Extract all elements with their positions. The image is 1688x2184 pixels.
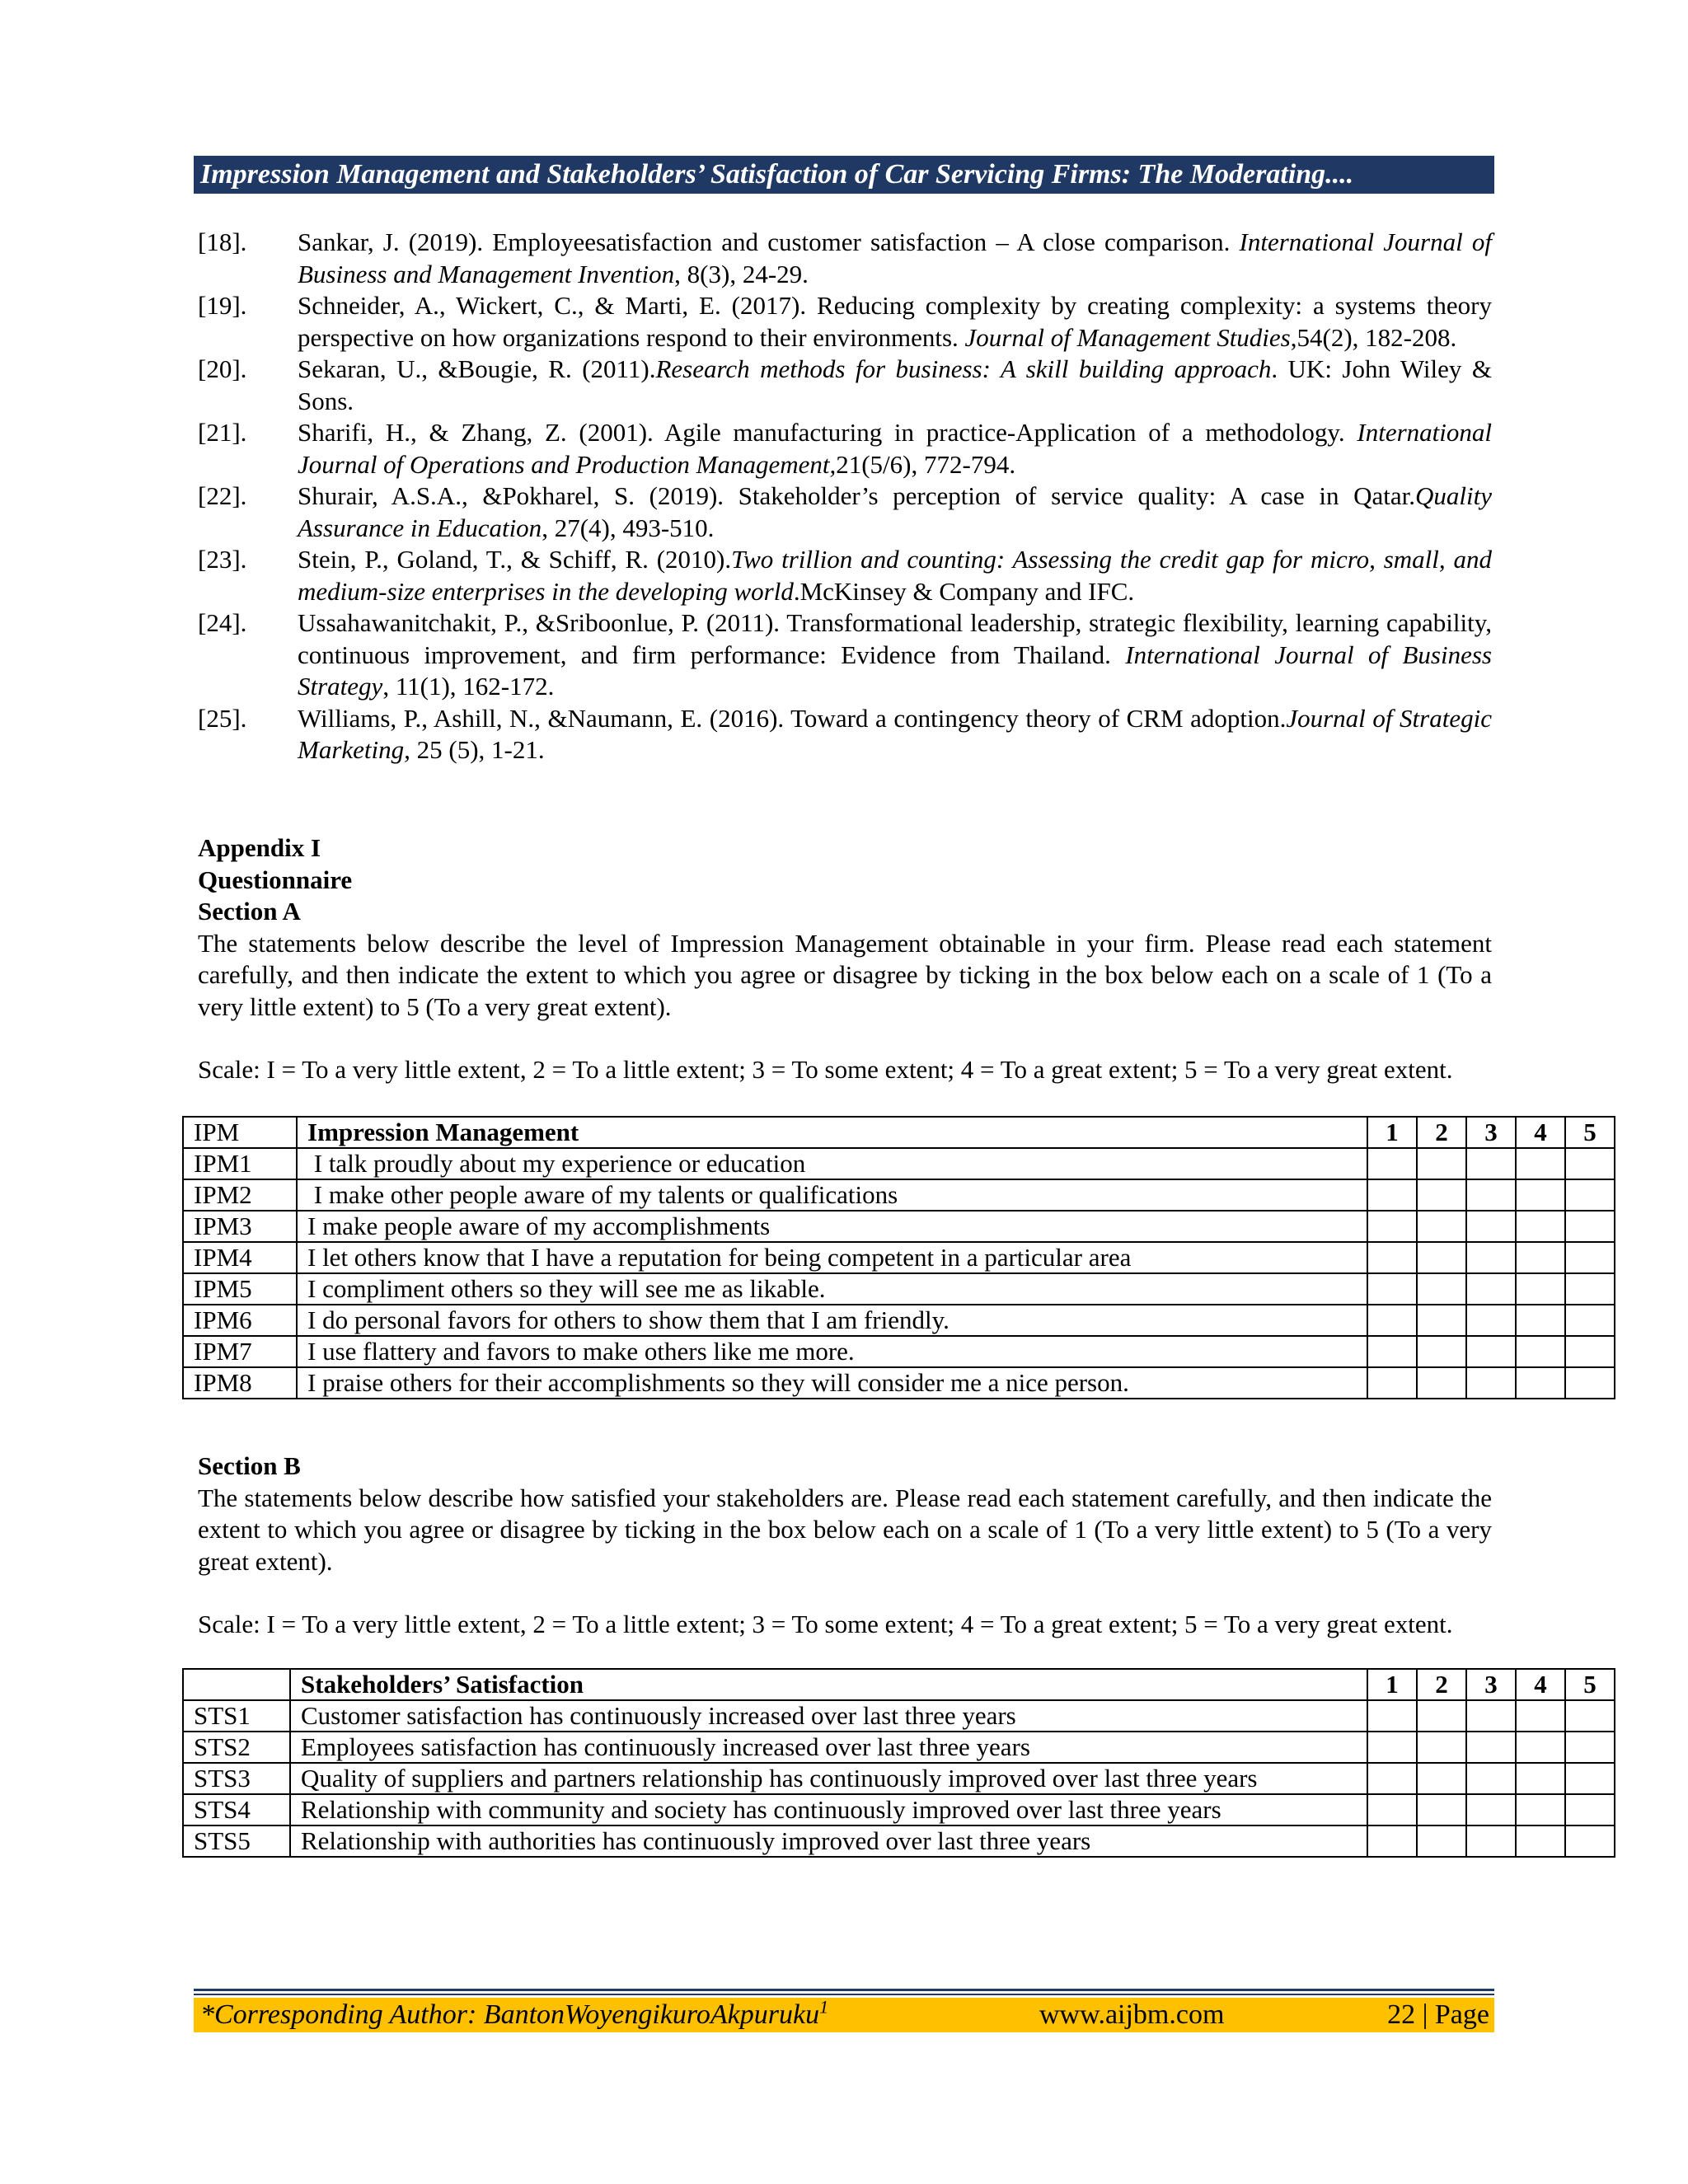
item-statement: I praise others for their accomplishments so they will consider me a nice person. xyxy=(297,1367,1367,1399)
item-statement: I make people aware of my accomplishments xyxy=(297,1211,1367,1242)
item-code: STS3 xyxy=(183,1763,290,1794)
header-code xyxy=(183,1669,290,1700)
header-title: Stakeholders’ Satisfaction xyxy=(290,1669,1367,1700)
tick-box-3[interactable] xyxy=(1466,1336,1516,1367)
tick-box-1[interactable] xyxy=(1367,1305,1417,1336)
reference-item xyxy=(198,607,1492,703)
tick-box-5[interactable] xyxy=(1565,1273,1615,1305)
reference-segment: Sekaran, U., &Bougie, R. (2011). xyxy=(298,354,656,383)
reference-source: Journal of Strategic Marketing, xyxy=(298,703,1492,764)
tick-box-2[interactable] xyxy=(1417,1367,1466,1399)
section-a-heading: Section A xyxy=(198,897,301,926)
tick-box-1[interactable] xyxy=(1367,1763,1417,1794)
item-statement: Customer satisfaction has continuously increased over last three years xyxy=(290,1700,1367,1732)
tick-box-3[interactable] xyxy=(1466,1794,1516,1825)
table-row xyxy=(183,1148,1615,1179)
reference-source: Two trillion and counting: Assessing the credit gap for micro, small, and medium-size enterprises in the developing world xyxy=(298,545,1492,606)
tick-box-2[interactable] xyxy=(1417,1242,1466,1273)
reference-source: International Journal of Business and Management Invention xyxy=(298,227,1492,288)
reference-item xyxy=(198,703,1492,766)
tick-box-3[interactable] xyxy=(1466,1763,1516,1794)
table-row xyxy=(183,1825,1615,1857)
item-code: IPM1 xyxy=(183,1148,297,1179)
reference-text xyxy=(298,290,1492,354)
reference-number: [24]. xyxy=(198,608,247,637)
appendix-subtitle: Questionnaire xyxy=(198,865,353,894)
tick-box-4[interactable] xyxy=(1516,1305,1565,1336)
header-scale-1: 1 xyxy=(1367,1117,1417,1148)
tick-box-5[interactable] xyxy=(1565,1732,1615,1763)
reference-segment: , 27(4), 493-510. xyxy=(542,513,715,542)
table-header-row xyxy=(183,1669,1615,1700)
tick-box-2[interactable] xyxy=(1417,1700,1466,1732)
header-scale-4: 4 xyxy=(1516,1117,1565,1148)
header-scale-5: 5 xyxy=(1565,1117,1615,1148)
tick-box-2[interactable] xyxy=(1417,1763,1466,1794)
reference-text xyxy=(298,544,1492,607)
tick-box-2[interactable] xyxy=(1417,1732,1466,1763)
tick-box-3[interactable] xyxy=(1466,1242,1516,1273)
reference-item xyxy=(198,354,1492,417)
tick-box-5[interactable] xyxy=(1565,1211,1615,1242)
tick-box-5[interactable] xyxy=(1565,1148,1615,1179)
reference-number: [23]. xyxy=(198,545,247,574)
section-b-intro: The statements below describe how satisfied your stakeholders are. Please read each statement carefully, and then indicate the extent to which you agree or disagree by ticking in the box below each on a scale of 1 (To a very little extent) to 5 (To a very great extent). xyxy=(198,1483,1492,1576)
item-statement: Quality of suppliers and partners relationship has continuously improved over last three years xyxy=(290,1763,1367,1794)
reference-segment: 25 (5), 1-21. xyxy=(410,735,545,764)
reference-number: [25]. xyxy=(198,703,247,733)
section-a-intro: The statements below describe the level of Impression Management obtainable in your firm. Please read each statement carefully, and then indicate the extent to which you agree or disagree by ticking in the box below each on a scale of 1 (To a very little extent) to 5 (To a very great extent). xyxy=(198,928,1492,1021)
item-statement: I let others know that I have a reputation for being competent in a particular area xyxy=(297,1242,1367,1273)
reference-text xyxy=(298,227,1492,290)
reference-item xyxy=(198,417,1492,480)
section-b xyxy=(198,1451,1492,1641)
table-row xyxy=(183,1763,1615,1794)
reference-text xyxy=(298,480,1492,544)
item-statement: Relationship with community and society has continuously improved over last three years xyxy=(290,1794,1367,1825)
appendix-title: Appendix I xyxy=(198,833,321,862)
table-row xyxy=(183,1336,1615,1367)
tick-box-2[interactable] xyxy=(1417,1273,1466,1305)
footer-bar xyxy=(194,1998,1494,2032)
tick-box-2[interactable] xyxy=(1417,1336,1466,1367)
reference-source: International Journal of Business Strategy xyxy=(298,640,1492,701)
tick-box-4[interactable] xyxy=(1516,1763,1565,1794)
tick-box-4[interactable] xyxy=(1516,1179,1565,1211)
tick-box-1[interactable] xyxy=(1367,1148,1417,1179)
header-scale-1: 1 xyxy=(1367,1669,1417,1700)
reference-item xyxy=(198,227,1492,290)
stakeholders-satisfaction-table xyxy=(182,1668,1615,1858)
tick-box-4[interactable] xyxy=(1516,1825,1565,1857)
item-code: IPM3 xyxy=(183,1211,297,1242)
tick-box-3[interactable] xyxy=(1466,1825,1516,1857)
reference-text xyxy=(298,354,1492,417)
reference-segment: Sankar, J. (2019). Employeesatisfaction and customer satisfaction – A close comparison. xyxy=(298,227,1240,256)
tick-box-5[interactable] xyxy=(1565,1367,1615,1399)
item-code: IPM6 xyxy=(183,1305,297,1336)
header-scale-5: 5 xyxy=(1565,1669,1615,1700)
reference-number: [18]. xyxy=(198,227,247,256)
tick-box-3[interactable] xyxy=(1466,1148,1516,1179)
footer-author xyxy=(200,1998,828,2032)
item-code: IPM7 xyxy=(183,1336,297,1367)
reference-segment: Schneider, A., Wickert, C., & Marti, E. (2017). Reducing complexity by creating complexity: a systems theory perspective on how organizations respond to their environments. xyxy=(298,291,1492,352)
tick-box-4[interactable] xyxy=(1516,1242,1565,1273)
table-row xyxy=(183,1305,1615,1336)
section-a-scale: Scale: I = To a very little extent, 2 = To a little extent; 3 = To some extent; 4 = To a great extent; 5 = To a very great extent. xyxy=(198,1055,1453,1084)
appendix xyxy=(198,832,1492,1086)
tick-box-3[interactable] xyxy=(1466,1305,1516,1336)
tick-box-3[interactable] xyxy=(1466,1700,1516,1732)
item-code: STS4 xyxy=(183,1794,290,1825)
header-scale-3: 3 xyxy=(1466,1117,1516,1148)
item-statement: I do personal favors for others to show them that I am friendly. xyxy=(297,1305,1367,1336)
tick-box-2[interactable] xyxy=(1417,1825,1466,1857)
reference-text xyxy=(298,607,1492,703)
tick-box-5[interactable] xyxy=(1565,1179,1615,1211)
reference-segment: Shurair, A.S.A., &Pokharel, S. (2019). Stakeholder’s perception of service quality: A case in Qatar. xyxy=(298,481,1415,510)
header-title: Impression Management xyxy=(297,1117,1367,1148)
tick-box-5[interactable] xyxy=(1565,1825,1615,1857)
reference-item xyxy=(198,290,1492,354)
reference-segment: Ussahawanitchakit, P., &Sriboonlue, P. (2011). Transformational leadership, strategic flexibility, learning capability, continuous improvement, and firm performance: Evidence from Thailand. xyxy=(298,608,1492,669)
reference-segment: , 8(3), 24-29. xyxy=(674,259,809,288)
reference-segment: ,54(2), 182-208. xyxy=(1290,322,1457,352)
item-code: IPM5 xyxy=(183,1273,297,1305)
reference-item xyxy=(198,544,1492,607)
table-row xyxy=(183,1700,1615,1732)
tick-box-5[interactable] xyxy=(1565,1794,1615,1825)
tick-box-5[interactable] xyxy=(1565,1763,1615,1794)
reference-segment: Williams, P., Ashill, N., &Naumann, E. (2016). Toward a contingency theory of CRM adoption. xyxy=(298,703,1287,733)
impression-management-table xyxy=(182,1116,1615,1399)
item-code: STS1 xyxy=(183,1700,290,1732)
reference-segment: , 11(1), 162-172. xyxy=(382,672,555,701)
tick-box-1[interactable] xyxy=(1367,1211,1417,1242)
footer-author-sup: 1 xyxy=(819,1996,829,2018)
reference-segment: Stein, P., Goland, T., & Schiff, R. (2010). xyxy=(298,545,732,574)
item-statement: I compliment others so they will see me as likable. xyxy=(297,1273,1367,1305)
header-scale-4: 4 xyxy=(1516,1669,1565,1700)
tick-box-1[interactable] xyxy=(1367,1367,1417,1399)
reference-segment: .McKinsey & Company and IFC. xyxy=(793,576,1135,606)
running-header: Impression Management and Stakeholders’ Satisfaction of Car Servicing Firms: The Moderating.... xyxy=(194,156,1494,194)
tick-box-3[interactable] xyxy=(1466,1179,1516,1211)
tick-box-1[interactable] xyxy=(1367,1732,1417,1763)
tick-box-4[interactable] xyxy=(1516,1700,1565,1732)
item-statement: Employees satisfaction has continuously increased over last three years xyxy=(290,1732,1367,1763)
tick-box-4[interactable] xyxy=(1516,1211,1565,1242)
reference-number: [20]. xyxy=(198,354,247,383)
tick-box-2[interactable] xyxy=(1417,1305,1466,1336)
footer-author-name: *Corresponding Author: BantonWoyengikuroAkpuruku xyxy=(200,1999,820,2030)
tick-box-4[interactable] xyxy=(1516,1148,1565,1179)
tick-box-3[interactable] xyxy=(1466,1367,1516,1399)
tick-box-1[interactable] xyxy=(1367,1242,1417,1273)
reference-source: Research methods for business: A skill building approach xyxy=(655,354,1272,383)
tick-box-4[interactable] xyxy=(1516,1336,1565,1367)
table-row xyxy=(183,1367,1615,1399)
tick-box-5[interactable] xyxy=(1565,1336,1615,1367)
tick-box-1[interactable] xyxy=(1367,1273,1417,1305)
table-row xyxy=(183,1732,1615,1763)
tick-box-2[interactable] xyxy=(1417,1148,1466,1179)
item-code: IPM4 xyxy=(183,1242,297,1273)
table-row xyxy=(183,1211,1615,1242)
item-statement: I talk proudly about my experience or education xyxy=(297,1148,1367,1179)
tick-box-2[interactable] xyxy=(1417,1179,1466,1211)
item-code: IPM2 xyxy=(183,1179,297,1211)
header-code: IPM xyxy=(183,1117,297,1148)
header-scale-3: 3 xyxy=(1466,1669,1516,1700)
tick-box-1[interactable] xyxy=(1367,1179,1417,1211)
reference-item xyxy=(198,480,1492,544)
item-statement: Relationship with authorities has continuously improved over last three years xyxy=(290,1825,1367,1857)
tick-box-4[interactable] xyxy=(1516,1273,1565,1305)
tick-box-5[interactable] xyxy=(1565,1700,1615,1732)
header-scale-2: 2 xyxy=(1417,1117,1466,1148)
table-row xyxy=(183,1273,1615,1305)
header-scale-2: 2 xyxy=(1417,1669,1466,1700)
reference-source: International Journal of Operations and Production Management, xyxy=(298,418,1492,479)
tick-box-3[interactable] xyxy=(1466,1211,1516,1242)
tick-box-3[interactable] xyxy=(1466,1732,1516,1763)
section-b-scale: Scale: I = To a very little extent, 2 = To a little extent; 3 = To some extent; 4 = To a great extent; 5 = To a very great extent. xyxy=(198,1610,1453,1638)
footer-rule xyxy=(194,1989,1494,1991)
reference-source: Journal of Management Studies xyxy=(964,322,1291,352)
tick-box-2[interactable] xyxy=(1417,1211,1466,1242)
tick-box-4[interactable] xyxy=(1516,1794,1565,1825)
reference-segment: Sharifi, H., & Zhang, Z. (2001). Agile manufacturing in practice-Application of a methodology. xyxy=(298,418,1357,447)
footer-website: www.aijbm.com xyxy=(1039,1999,1225,2030)
table-row xyxy=(183,1179,1615,1211)
reference-text xyxy=(298,703,1492,766)
item-statement: I make other people aware of my talents or qualifications xyxy=(297,1179,1367,1211)
reference-source: Quality Assurance in Education xyxy=(298,481,1492,542)
reference-number: [19]. xyxy=(198,291,247,320)
table-header-row xyxy=(183,1117,1615,1148)
footer-page-number: 22 | Page xyxy=(1387,1999,1489,2030)
reference-segment: 21(5/6), 772-794. xyxy=(836,449,1016,479)
tick-box-1[interactable] xyxy=(1367,1794,1417,1825)
tick-box-2[interactable] xyxy=(1417,1794,1466,1825)
tick-box-4[interactable] xyxy=(1516,1732,1565,1763)
item-code: IPM8 xyxy=(183,1367,297,1399)
item-statement: I use flattery and favors to make others like me more. xyxy=(297,1336,1367,1367)
reference-number: [21]. xyxy=(198,418,247,447)
table-row xyxy=(183,1794,1615,1825)
reference-number: [22]. xyxy=(198,481,247,510)
tick-box-5[interactable] xyxy=(1565,1242,1615,1273)
tick-box-5[interactable] xyxy=(1565,1305,1615,1336)
table-row xyxy=(183,1242,1615,1273)
item-code: STS2 xyxy=(183,1732,290,1763)
tick-box-4[interactable] xyxy=(1516,1367,1565,1399)
reference-segment: . UK: John Wiley & Sons. xyxy=(298,354,1492,415)
section-b-heading: Section B xyxy=(198,1451,301,1480)
tick-box-1[interactable] xyxy=(1367,1700,1417,1732)
reference-list xyxy=(198,227,1492,766)
reference-text xyxy=(298,417,1492,480)
tick-box-1[interactable] xyxy=(1367,1336,1417,1367)
tick-box-3[interactable] xyxy=(1466,1273,1516,1305)
item-code: STS5 xyxy=(183,1825,290,1857)
tick-box-1[interactable] xyxy=(1367,1825,1417,1857)
footer-rule-thin xyxy=(194,1994,1494,1995)
